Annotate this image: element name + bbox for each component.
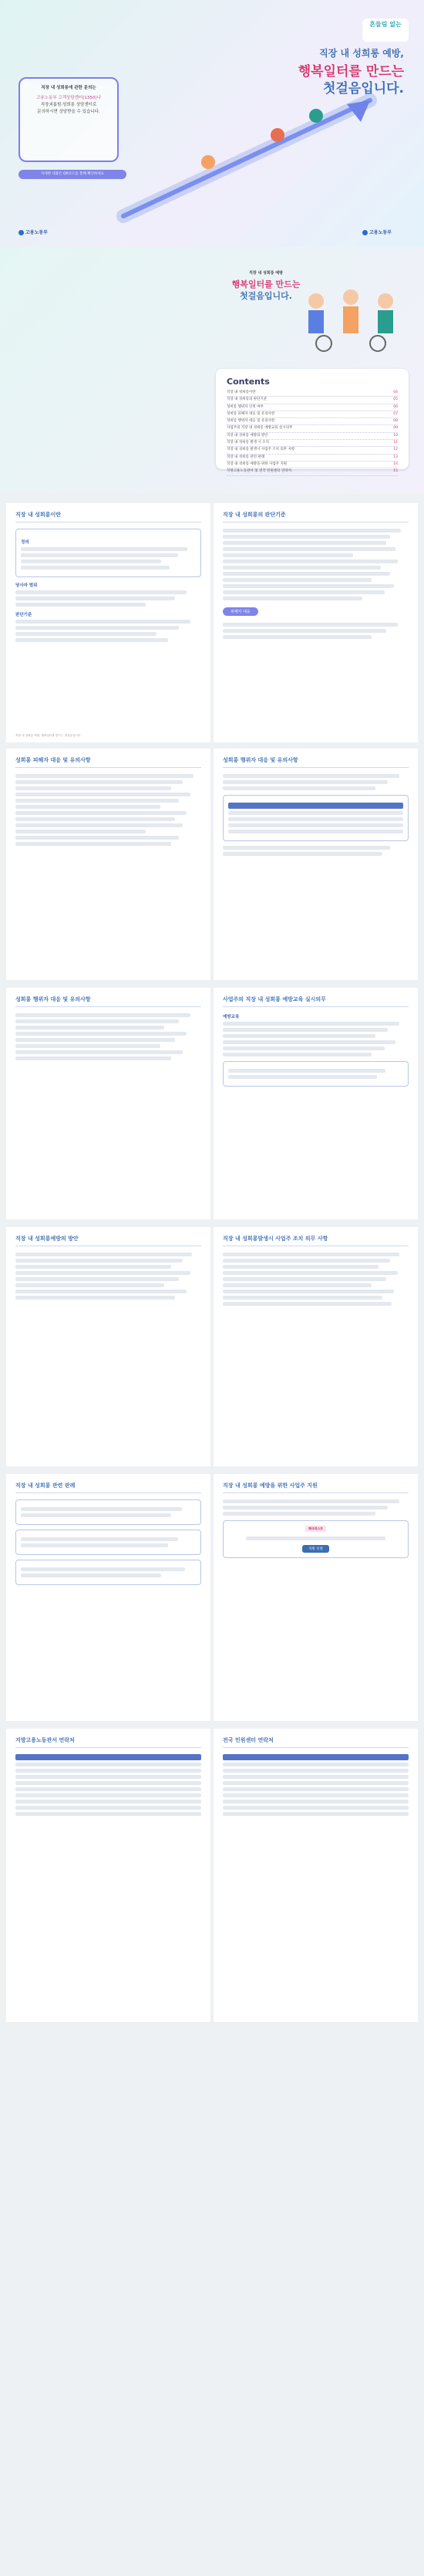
toc-item-page: 13	[393, 455, 398, 459]
toc-item-label: 지방고용노동관서 및 전국 민원센터 연락처	[227, 469, 291, 474]
toc-item[interactable]	[227, 390, 398, 397]
inquiry-box	[19, 77, 119, 162]
checklist-label: 체크리스트	[305, 1526, 326, 1532]
toc-item[interactable]	[227, 411, 398, 418]
cover-title-line3: 첫걸음입니다.	[323, 81, 404, 96]
toc-item[interactable]	[227, 461, 398, 468]
toc-item-label: 사업주의 직장 내 성희롱 예방교육 실시의무	[227, 426, 293, 431]
section-title: 성희롱 피해자 대응 및 유의사항	[15, 756, 201, 768]
page-actor	[214, 749, 418, 980]
ministry-name: 고용노동부	[369, 230, 392, 235]
toc-item-label: 직장 내 성희롱 발생시 사업주 조치 의무 사항	[227, 448, 295, 452]
ministry-emblem-icon	[362, 230, 368, 235]
page-definition	[6, 503, 210, 742]
support-apply-button[interactable]: 지원 신청	[302, 1545, 329, 1553]
actor-table-box	[223, 795, 409, 841]
case-box-1	[15, 1499, 201, 1525]
page-cases	[6, 1474, 210, 1721]
cover-page	[0, 0, 424, 247]
contents-kicker: 직장 내 성희롱 예방	[249, 271, 283, 276]
person-label: 당사자 범위	[15, 583, 38, 588]
arrow-illustration	[116, 69, 393, 224]
toc-item[interactable]	[227, 397, 398, 404]
toc-item-label: 직장 내 성희롱 발생 시 조치	[227, 441, 269, 445]
page-education	[214, 988, 418, 1219]
toc-item-page: 08	[393, 419, 398, 424]
section-title: 직장 내 성희롱의 판단기준	[223, 511, 409, 522]
table-of-contents	[216, 369, 409, 474]
section-title: 전국 민원센터 연락처	[223, 1736, 409, 1748]
toc-item-page: 06	[393, 404, 398, 409]
definition-label: 정의	[21, 540, 29, 545]
ministry-name: 고용노동부	[25, 230, 48, 235]
case-box-2	[15, 1530, 201, 1555]
education-note-box	[223, 1061, 409, 1087]
toc-item-page: 14	[393, 461, 398, 466]
exam-label: 판단기준	[15, 613, 32, 617]
section-title: 직장 내 성희롱발생시 사업주 조치 의무 사항	[223, 1235, 409, 1246]
contents-title2: 첫걸음입니다.	[240, 291, 292, 301]
cover-badge: 흔들림 없는	[362, 19, 409, 42]
toc-item-label: 직장 내 성희롱 관련 판례	[227, 455, 265, 459]
toc-item-page: 12	[393, 448, 398, 452]
toc-item-page: 04	[393, 390, 398, 394]
qr-note: 자세한 내용은 QR코드를 통해 확인하세요	[19, 170, 126, 179]
toc-list	[227, 390, 398, 476]
toc-item-page: 07	[393, 411, 398, 416]
contents-heading: Contents	[227, 377, 270, 387]
section-title: 성희롱 행위자 대응 및 유의사항	[223, 756, 409, 768]
toc-item-label: 직장 내 성희롱 예방을 위한 사업주 지원	[227, 461, 288, 466]
toc-item[interactable]	[227, 468, 398, 475]
page-support	[214, 1474, 418, 1721]
toc-item-page: 09	[393, 426, 398, 431]
toc-item[interactable]	[227, 440, 398, 447]
toc-item-label: 직장 내 성희롱의 판단기준	[227, 397, 268, 402]
education-label: 예방교육	[223, 1015, 240, 1019]
toc-item[interactable]	[227, 404, 398, 411]
toc-item[interactable]	[227, 418, 398, 425]
section-title: 지방고용노동관서 연락처	[15, 1736, 201, 1748]
toc-item[interactable]	[227, 425, 398, 432]
inquiry-line3: 문의하시면 상담받을 수 있습니다.	[37, 110, 100, 114]
page-prevention	[6, 1227, 210, 1466]
page-contacts-civil	[214, 1729, 418, 2022]
section-title: 직장 내 성희롱 관련 판례	[15, 1482, 201, 1493]
toc-item-label: 성희롱 행위자 대응 및 유의사항	[227, 419, 275, 424]
toc-item-label: 성희롱 피해자 대응 및 유의사항	[227, 411, 275, 416]
inquiry-heading: 직장 내 성희롱에 관한 문의는	[41, 86, 96, 90]
ministry-emblem-icon	[19, 230, 24, 235]
toc-item-label: 직장 내 성희롱 예방의 방안	[227, 433, 268, 438]
cover-title-line1: 직장 내 성희롱 예방,	[319, 48, 404, 59]
inquiry-line2: 직장괴롭힘·성희롱 상담센터로	[40, 103, 97, 107]
section-title: 직장 내 성희롱 예방을 위한 사업주 지원	[223, 1482, 409, 1493]
page-contacts-regional	[6, 1729, 210, 2022]
toc-item-label: 성희롱 행위자 인정 여부	[227, 404, 264, 409]
toc-item-page: 10	[393, 433, 398, 438]
toc-item-page: 11	[393, 441, 398, 445]
footer-text: 직장 내 성희롱 예방, 행복일터를 만드는 첫걸음입니다	[15, 734, 81, 737]
toc-item[interactable]	[227, 455, 398, 461]
section-title: 성희롱 행위자 대응 및 유의사항	[15, 996, 201, 1007]
ministry-logo	[19, 228, 48, 235]
toc-item-page: 05	[393, 397, 398, 402]
case-box-3	[15, 1560, 201, 1585]
definition-box	[15, 529, 201, 577]
section-title: 직장 내 성희롱이란	[15, 511, 201, 522]
ministry-logo-right	[362, 228, 392, 235]
page-criteria	[214, 503, 418, 742]
page-victim	[6, 749, 210, 980]
toc-item-page: 15	[393, 469, 398, 474]
toc-item[interactable]	[227, 447, 398, 454]
page-employer-duty	[214, 1227, 418, 1466]
page-footer	[15, 734, 201, 738]
toc-item[interactable]	[227, 433, 398, 440]
contents-title1: 행복일터를 만드는	[231, 279, 301, 289]
bottom-spacer	[0, 2030, 424, 2576]
cover-title-line2: 행복일터를 만드는	[298, 64, 404, 79]
page-actor-2	[6, 988, 210, 1219]
victim-label-bar: 피해자 대응	[223, 607, 258, 616]
section-title: 직장 내 성희롱예방의 방안	[15, 1235, 201, 1246]
section-title: 사업주의 직장 내 성희롱 예방교육 실시의무	[223, 996, 409, 1007]
toc-item-label: 직장 내 성희롱이란	[227, 390, 256, 394]
checklist-box	[223, 1520, 409, 1558]
people-illustration	[293, 278, 409, 355]
inquiry-line1: 고용노동부 고객상담센터(1350)나	[36, 96, 101, 100]
